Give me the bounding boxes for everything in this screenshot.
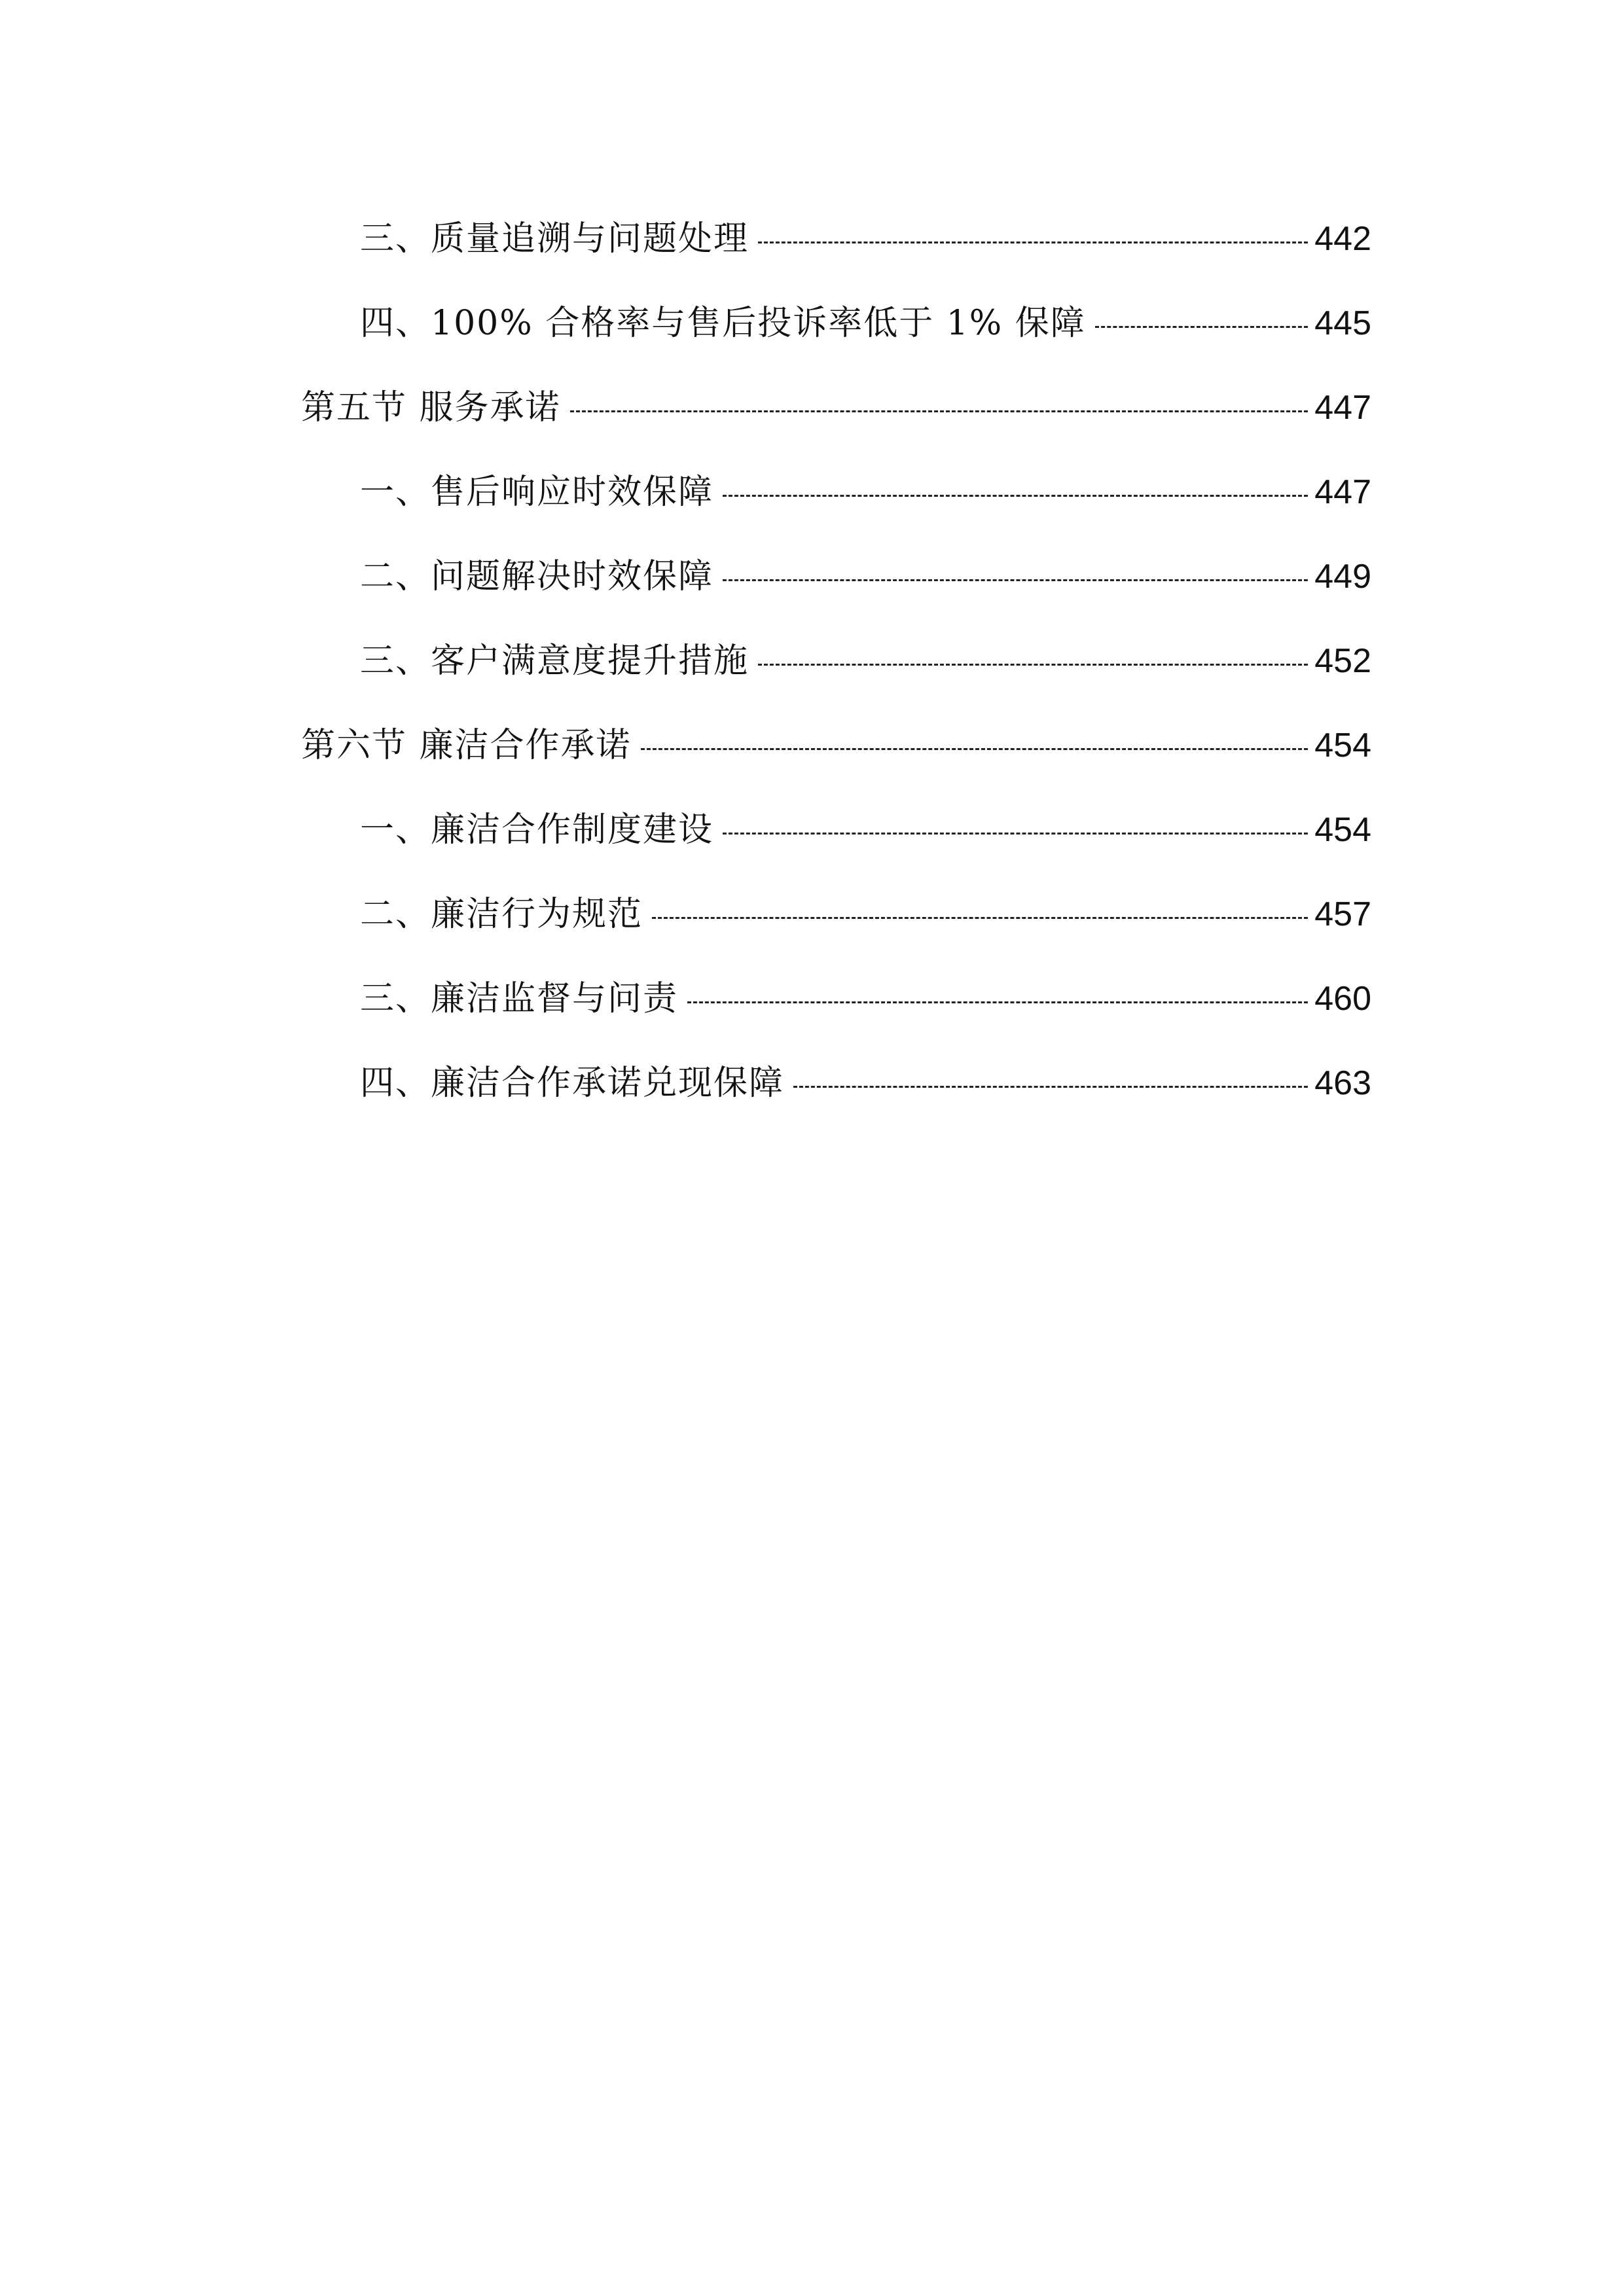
toc-entry-page: 447 (1314, 473, 1371, 511)
toc-entry-page: 447 (1314, 389, 1371, 427)
toc-section-entry[interactable] (301, 382, 1371, 434)
toc-entry[interactable] (360, 804, 1371, 856)
toc-dot-leader (570, 410, 1308, 412)
toc-entry-page: 442 (1314, 220, 1371, 258)
toc-entry[interactable] (360, 550, 1371, 603)
toc-entry[interactable] (360, 297, 1371, 350)
toc-dot-leader (723, 833, 1308, 834)
toc-entry-title: 一、售后响应时效保障 (360, 473, 714, 512)
toc-entry[interactable] (360, 466, 1371, 518)
toc-dot-leader (793, 1086, 1308, 1088)
toc-section-entry[interactable] (301, 719, 1371, 772)
toc-entry-page: 445 (1314, 304, 1371, 342)
toc-entry-page: 463 (1314, 1064, 1371, 1102)
toc-dot-leader (758, 242, 1308, 243)
toc-entry-title: 三、质量追溯与问题处理 (360, 219, 749, 259)
toc-entry-title: 二、问题解决时效保障 (360, 557, 714, 596)
toc-dot-leader (758, 664, 1308, 666)
toc-dot-leader (652, 917, 1308, 919)
toc-entry-title: 一、廉洁合作制度建设 (360, 810, 714, 850)
toc-entry-page: 460 (1314, 980, 1371, 1018)
toc-entry[interactable] (360, 635, 1371, 687)
toc-entry[interactable] (360, 888, 1371, 941)
toc-entry[interactable] (360, 213, 1371, 265)
toc-dot-leader (723, 579, 1308, 581)
toc-entry[interactable] (360, 1057, 1371, 1109)
toc-entry-page: 449 (1314, 558, 1371, 596)
toc-entry-title: 第五节 服务承诺 (301, 388, 561, 427)
toc-entry-title: 二、廉洁行为规范 (360, 895, 643, 934)
toc-dot-leader (1095, 326, 1308, 328)
toc-entry[interactable] (360, 973, 1371, 1025)
toc-entry-page: 457 (1314, 895, 1371, 933)
toc-entry-title: 三、客户满意度提升措施 (360, 641, 749, 681)
toc-dot-leader (687, 1001, 1308, 1003)
toc-entry-page: 454 (1314, 811, 1371, 849)
toc-dot-leader (641, 748, 1308, 750)
toc-entry-title: 四、100% 合格率与售后投诉率低于 1% 保障 (360, 304, 1086, 343)
toc-dot-leader (723, 495, 1308, 497)
toc-entry-title: 四、廉洁合作承诺兑现保障 (360, 1064, 785, 1103)
toc-entry-page: 452 (1314, 642, 1371, 680)
toc-entry-title: 三、廉洁监督与问责 (360, 979, 679, 1018)
toc-entry-title: 第六节 廉洁合作承诺 (301, 726, 632, 765)
toc-entry-page: 454 (1314, 726, 1371, 764)
